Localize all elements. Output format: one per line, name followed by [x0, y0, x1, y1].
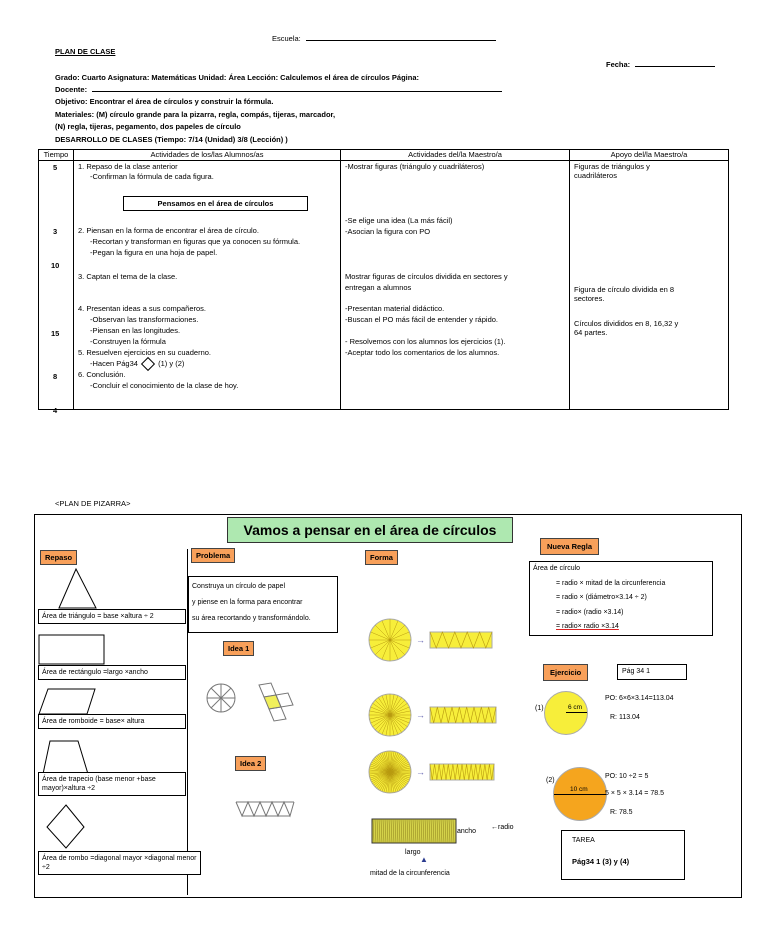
forma-drawing [368, 615, 508, 810]
tarea-title: TAREA [572, 837, 595, 844]
tiempo-4: 15 [51, 329, 60, 338]
apoyo-3: Círculos divididos en 8, 16,32 y 64 partes. [574, 319, 679, 337]
maestro-act-5b: -Aceptar todo los comentarios de los alumnos. [345, 348, 500, 357]
tiempo-6: 4 [53, 406, 58, 415]
maestro-act-2: -Se elige una idea (La más fácil) [345, 216, 453, 225]
maestro-cell [341, 161, 570, 410]
rectangle-icon [39, 635, 104, 664]
maestro-act-5: - Resolvemos con los alumnos los ejercicios (1). [345, 337, 506, 346]
grado-line: Grado: Cuarto Asignatura: Matemáticas Unidad: Área Lección: Calculemos el área de círculos Página: [55, 73, 419, 82]
repaso-label: Repaso [40, 550, 77, 565]
idea2-drawing [235, 798, 295, 820]
ejercicio-2-circle [553, 767, 607, 821]
alumno-act-5b-text: -Hacen Pág34 [90, 359, 138, 368]
triangle-icon [59, 569, 96, 608]
docente-blank [92, 91, 502, 92]
mitad-label: mitad de la circunferencia [370, 870, 450, 877]
regla-line-4-text: = radio× radio ×3.14 [556, 623, 619, 630]
regla-line-1: = radio × mitad de la circunferencia [556, 579, 666, 587]
apoyo-2: Figura de círculo dividida en 8 sectores. [574, 285, 675, 303]
idea1-drawing [201, 675, 301, 723]
idea1-label: Idea 1 [223, 641, 254, 656]
board-title: Vamos a pensar en el área de círculos [227, 517, 513, 543]
regla-line-2: = radio × (diámetro×3.14 ÷ 2) [556, 594, 647, 601]
ejercicio-2-number: (2) [546, 777, 555, 784]
idea2-label: Idea 2 [235, 756, 266, 771]
radius-line [566, 712, 587, 713]
col-tiempo: Tiempo [39, 150, 74, 161]
rhomboid-icon [39, 689, 95, 714]
alumno-act-5c-text: (1) y (2) [158, 359, 185, 368]
board [34, 514, 742, 898]
problema-text-2: y piense en la forma para encontrar [192, 599, 303, 606]
fecha-line [606, 60, 715, 69]
tarea-box [561, 830, 685, 880]
pizarra-label: <PLAN DE PIZARRA> [55, 499, 131, 508]
arrow-right-icon: → [416, 767, 425, 777]
tiempo-3: 10 [51, 261, 60, 270]
ancho-label: ancho [457, 828, 477, 835]
maestro-act-3: Mostrar figuras de círculos dividida en sectores y [345, 272, 508, 281]
regla-line-4 [530, 620, 712, 635]
regla-line-3: = radio× (radio ×3.14) [556, 608, 624, 616]
tema-box: Pensamos en el área de círculos [123, 196, 308, 211]
alumno-act-4b: -Observan las transformaciones. [90, 315, 199, 324]
docente-label: Docente: [55, 85, 88, 94]
ejercicio-1-number: (1) [535, 705, 544, 712]
arrow-right-icon: → [416, 710, 425, 720]
ejercicio-1-po: PO: 6×6×3.14=113.04 [605, 695, 674, 702]
maestro-act-2b: -Asocian la figura con PO [345, 227, 431, 236]
ejercicio-2-po2: 5 × 5 × 3.14 = 78.5 [605, 790, 664, 797]
alumno-act-6b: -Concluir el conocimiento de la clase de hoy. [90, 381, 239, 390]
repaso-item-2: Área de rectángulo =largo ×ancho [38, 665, 186, 680]
alumno-act-1b: -Confirman la fórmula de cada figura. [90, 172, 214, 181]
ejercicio-2-po1: PO: 10 ÷2 = 5 [605, 773, 649, 780]
alumno-act-2c: -Pegan la figura en una hoja de papel. [90, 248, 218, 257]
docente-line [55, 85, 502, 94]
tarea-text: Pág34 1 (3) y (4) [572, 857, 630, 866]
ejercicio-2-dim: 10 cm [570, 786, 588, 793]
maestro-act-1: -Mostrar figuras (triángulo y cuadriláteros) [345, 162, 485, 171]
maestro-act-4b: -Buscan el PO más fácil de entender y rápido. [345, 315, 498, 324]
problema-label: Problema [191, 548, 235, 563]
sector-strip [430, 707, 496, 723]
escuela-blank [306, 40, 496, 41]
ejercicio-2-r: R: 78.5 [610, 809, 633, 816]
alumno-act-4d: -Construyen la fórmula [90, 337, 166, 346]
repaso-item-4: Área de trapecio (base menor +base mayor)×altura ÷2 [38, 772, 186, 796]
regla-box [529, 561, 713, 636]
plan-title: PLAN DE CLASE [55, 47, 116, 56]
forma-rectangle [371, 815, 461, 845]
escuela-line [272, 34, 496, 43]
alumno-act-5: 5. Resuelven ejercicios en su cuaderno. [78, 348, 211, 357]
alumno-act-1: 1. Repaso de la clase anterior [78, 162, 178, 171]
problema-box [188, 576, 338, 633]
largo-label: largo [405, 849, 421, 856]
col-maestro: Actividades del/la Maestro/a [341, 150, 570, 161]
alumno-act-2: 2. Piensan en la forma de encontrar el área de círculo. [78, 226, 259, 235]
maestro-act-4: -Presentan material didáctico. [345, 304, 445, 313]
repaso-item-1: Área de triángulo = base ×altura ÷ 2 [38, 609, 186, 624]
nueva-regla-label: Nueva Regla [540, 538, 599, 555]
arrow-right-icon: → [416, 635, 425, 645]
maestro-act-3b: entregan a alumnos [345, 283, 412, 292]
lesson-table [38, 149, 729, 415]
materiales-line: Materiales: (M) círculo grande para la pizarra, regla, compás, tijeras, marcador, [55, 110, 336, 119]
tiempo-2: 3 [53, 227, 58, 236]
alumnos-cell [74, 161, 341, 410]
col-apoyo: Apoyo del/la Maestro/a [570, 150, 729, 161]
tiempo-cell [39, 161, 74, 415]
ejercicio-page: Pág 34 1 [617, 664, 687, 680]
repaso-item-5: Área de rombo =diagonal mayor ×diagonal menor ÷2 [38, 851, 201, 875]
fecha-blank [635, 66, 715, 67]
problema-text-1: Construya un círculo de papel [192, 583, 285, 590]
materiales-line-2: (N) regla, tijeras, pegamento, dos papeles de círculo [55, 122, 241, 131]
ejercicio-label: Ejercicio [543, 664, 588, 681]
apoyo-cell [570, 161, 729, 410]
desarrollo-line: DESARROLLO DE CLASES (Tiempo: 7/14 (Unidad) 3/8 (Lección) ) [55, 135, 288, 144]
ejercicio-1-circle [544, 691, 588, 735]
radio-label: ←radio [491, 824, 514, 831]
tiempo-5: 8 [53, 372, 58, 381]
alumno-act-2b: -Recortan y transforman en figuras que ya conocen su fórmula. [90, 237, 301, 246]
tiempo-1: 5 [53, 163, 58, 172]
arrow-up-icon: ▲ [420, 855, 428, 864]
problema-text-3: su área recortando y transformándolo. [192, 615, 311, 622]
forma-label: Forma [365, 550, 398, 565]
trapezoid-icon [43, 741, 88, 774]
rhombus-icon [47, 805, 84, 848]
escuela-label: Escuela: [272, 34, 301, 43]
alumno-act-6: 6. Conclusión. [78, 370, 126, 379]
regla-title: Área de círculo [533, 565, 581, 572]
diamond-icon [141, 357, 155, 371]
diameter-line [554, 794, 606, 795]
objetivo-line: Objetivo: Encontrar el área de círculos y construir la fórmula. [55, 97, 274, 106]
alumno-act-4: 4. Presentan ideas a sus compañeros. [78, 304, 206, 313]
alumno-act-5b [90, 359, 184, 369]
ejercicio-1-r: R: 113.04 [610, 714, 640, 721]
col-alumnos: Actividades de los/las Alumnos/as [74, 150, 341, 161]
fecha-label: Fecha: [606, 60, 631, 69]
alumno-act-3: 3. Captan el tema de la clase. [78, 272, 178, 281]
repaso-item-3: Área de romboide = base× altura [38, 714, 186, 729]
apoyo-1: Figuras de triángulos y cuadriláteros [574, 162, 650, 180]
ejercicio-1-dim: 6 cm [568, 704, 583, 711]
alumno-act-4c: -Piensan en las longitudes. [90, 326, 181, 335]
